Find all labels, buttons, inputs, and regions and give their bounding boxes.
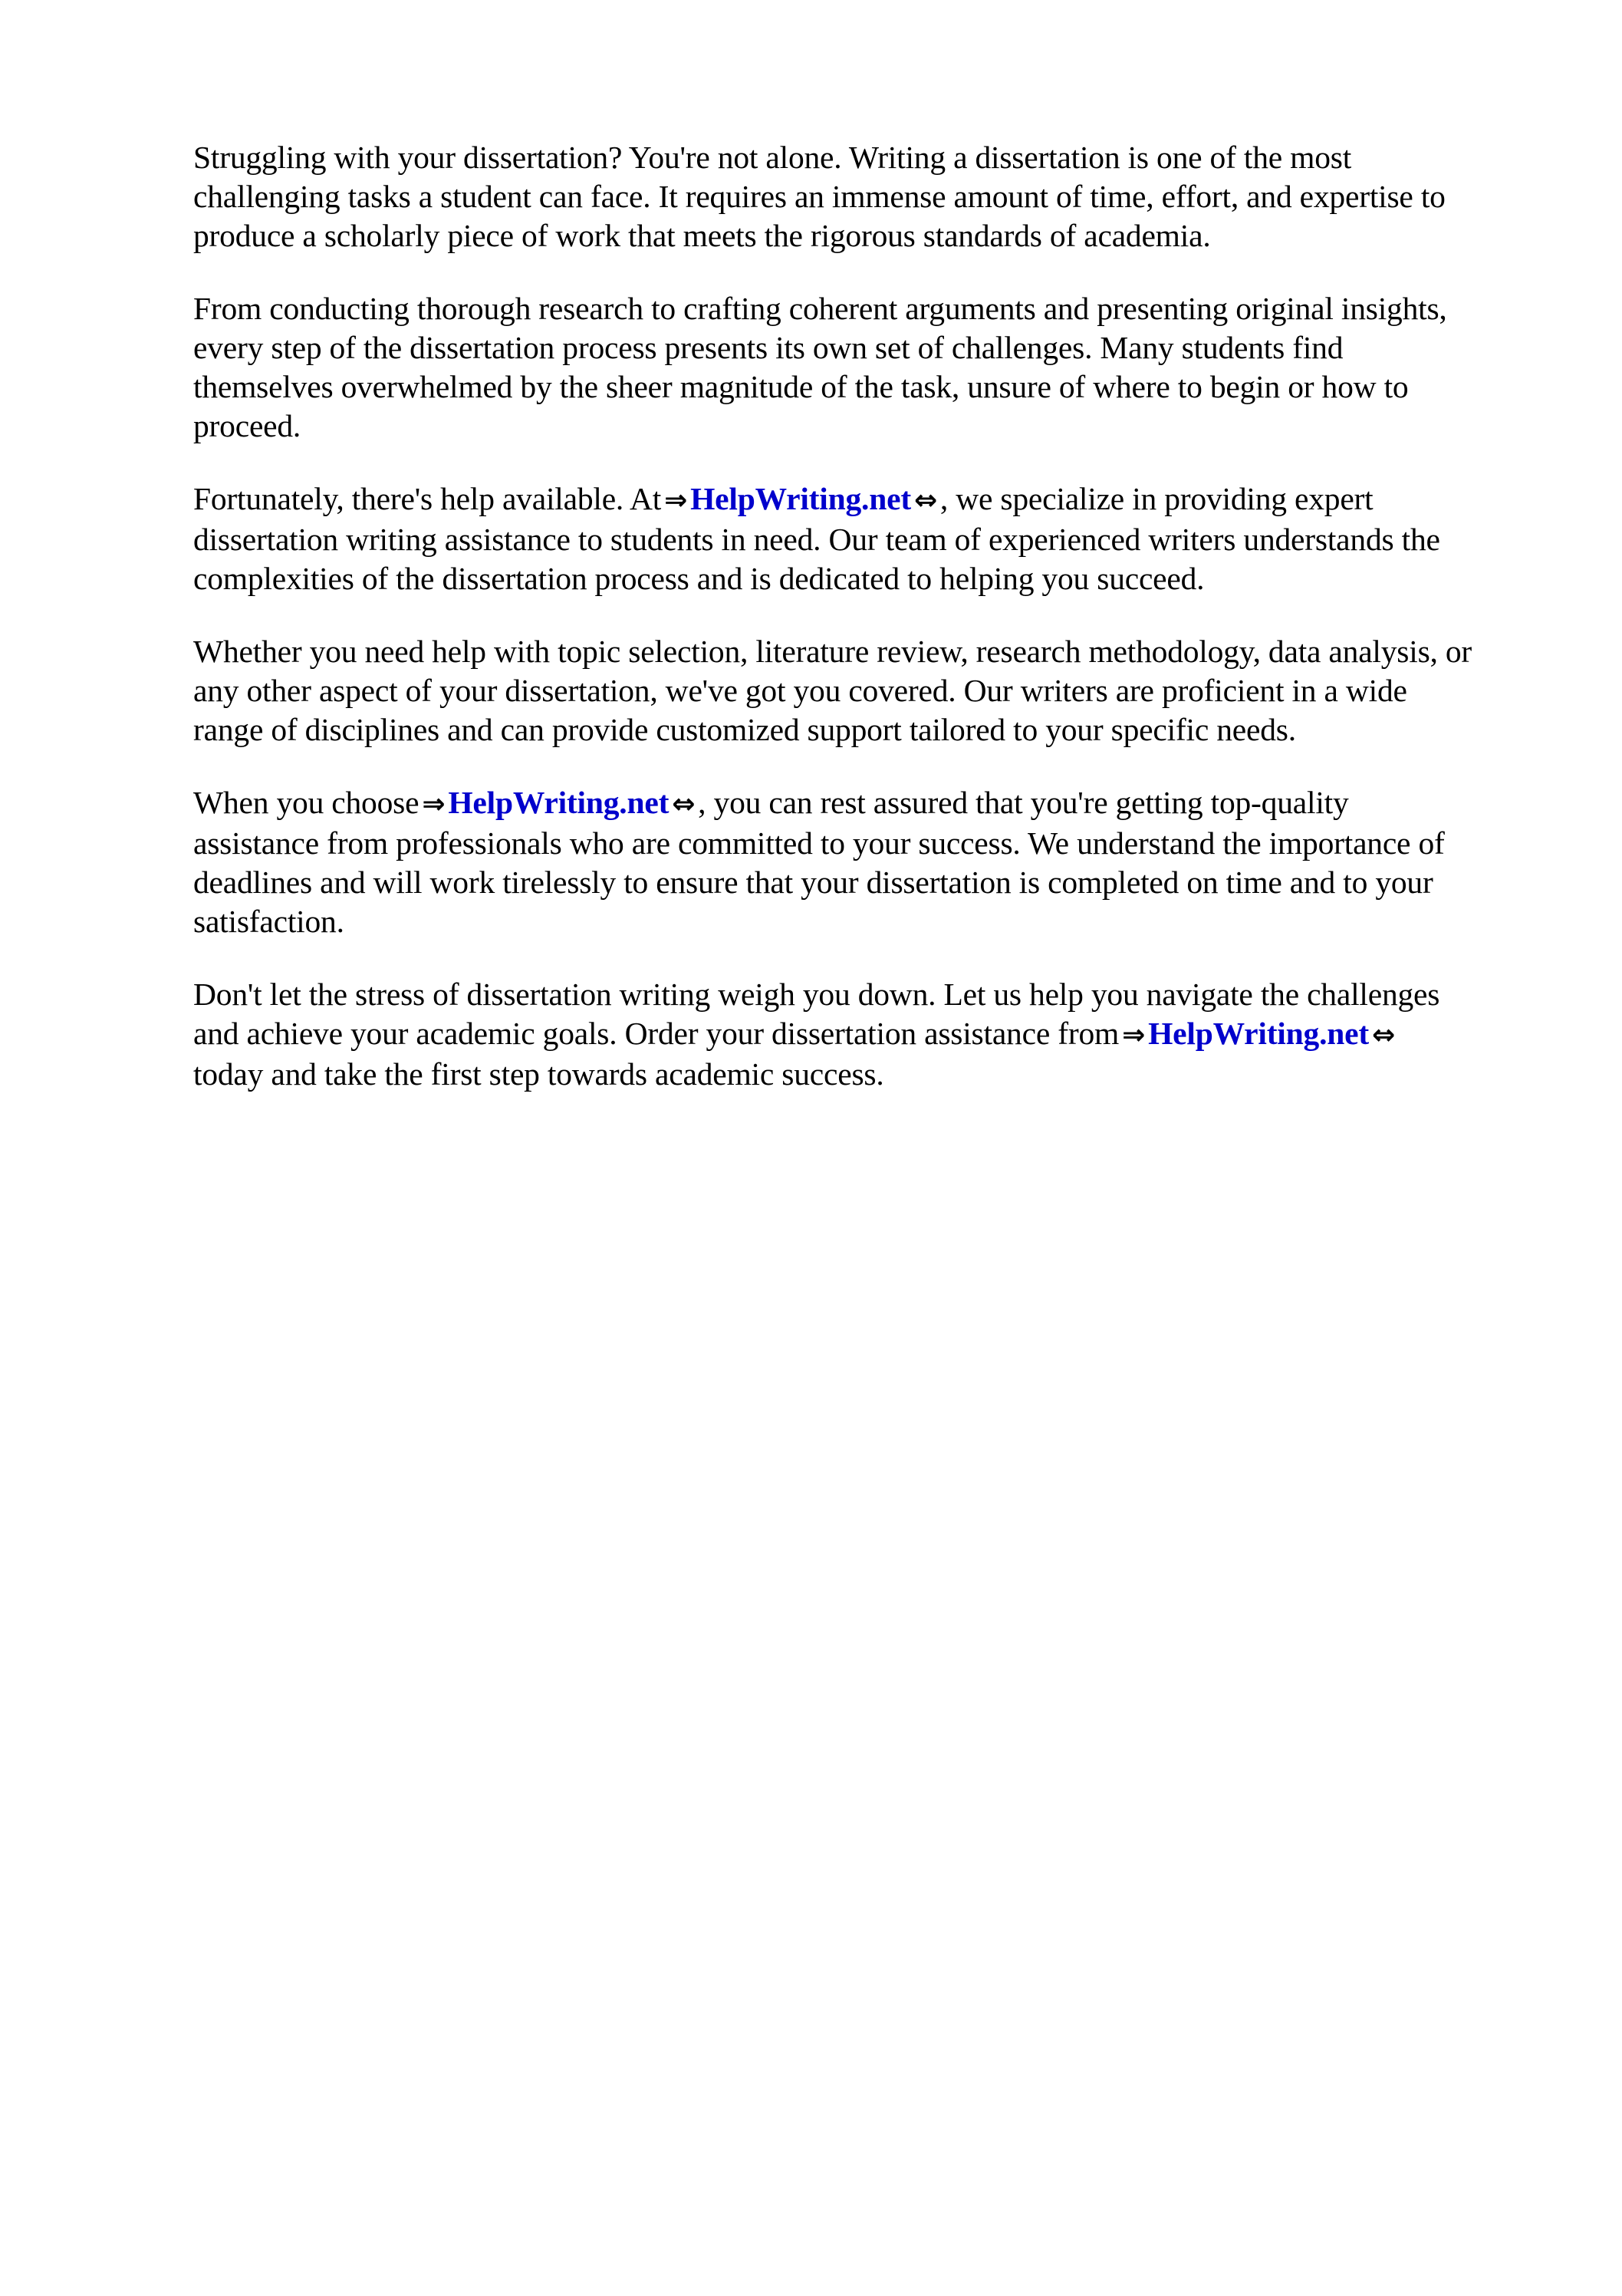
- helpwriting-link[interactable]: HelpWriting.net: [1148, 1016, 1369, 1051]
- text-line: any other aspect of your dissertation, we've got you covered. Our writers are proficient in a wide: [193, 673, 1407, 708]
- text-line: deadlines and will work tirelessly to ensure that your dissertation is completed on time and to your: [193, 865, 1433, 900]
- text-segment: and achieve your academic goals. Order your dissertation assistance from: [193, 1016, 1120, 1051]
- left-right-double-arrow-icon: ⇔: [1371, 1020, 1395, 1051]
- text-line: [193, 1014, 1558, 1055]
- right-double-arrow-icon: ⇒: [422, 789, 446, 820]
- text-line: Don't let the stress of dissertation writing weigh you down. Let us help you navigate the challenges: [193, 977, 1440, 1012]
- paragraph-call-to-action: [193, 975, 1558, 1094]
- text-segment: Fortunately, there's help available. At: [193, 481, 662, 516]
- text-line: From conducting thorough research to crafting coherent arguments and presenting original insights,: [193, 291, 1447, 326]
- text-line: produce a scholarly piece of work that meets the rigorous standards of academia.: [193, 218, 1211, 253]
- text-segment: When you choose: [193, 785, 419, 820]
- text-line: [193, 479, 1558, 520]
- text-segment: , we specialize in providing expert: [939, 481, 1374, 516]
- paragraph-challenges: [193, 289, 1558, 446]
- text-line: assistance from professionals who are committed to your success. We understand the importance of: [193, 825, 1445, 861]
- text-line: dissertation writing assistance to students in need. Our team of experienced writers understands the: [193, 522, 1440, 557]
- text-line: Whether you need help with topic selection, literature review, research methodology, data analysis, or: [193, 634, 1472, 669]
- text-line: satisfaction.: [193, 904, 344, 939]
- text-line: range of disciplines and can provide customized support tailored to your specific needs.: [193, 712, 1296, 747]
- text-line: every step of the dissertation process presents its own set of challenges. Many students find: [193, 330, 1344, 365]
- paragraph-choose: [193, 783, 1558, 941]
- text-line: [193, 783, 1558, 824]
- text-line: proceed.: [193, 408, 301, 443]
- text-segment: , you can rest assured that you're getting top-quality: [698, 785, 1349, 820]
- text-line: themselves overwhelmed by the sheer magnitude of the task, unsure of where to begin or how to: [193, 369, 1409, 404]
- left-right-double-arrow-icon: ⇔: [913, 485, 937, 516]
- helpwriting-link[interactable]: HelpWriting.net: [690, 481, 911, 516]
- paragraph-intro: [193, 138, 1558, 255]
- text-line: complexities of the dissertation process and is dedicated to helping you succeed.: [193, 561, 1205, 596]
- right-double-arrow-icon: ⇒: [1122, 1020, 1146, 1051]
- text-line: challenging tasks a student can face. It requires an immense amount of time, effort, and expertise to: [193, 179, 1446, 214]
- text-line: today and take the first step towards academic success.: [193, 1056, 884, 1092]
- left-right-double-arrow-icon: ⇔: [672, 789, 696, 820]
- paragraph-help-available: [193, 479, 1558, 598]
- text-line: Struggling with your dissertation? You're not alone. Writing a dissertation is one of the most: [193, 140, 1352, 175]
- document-body: [193, 138, 1558, 1128]
- right-double-arrow-icon: ⇒: [664, 485, 688, 516]
- paragraph-services: [193, 632, 1558, 749]
- helpwriting-link[interactable]: HelpWriting.net: [448, 785, 670, 820]
